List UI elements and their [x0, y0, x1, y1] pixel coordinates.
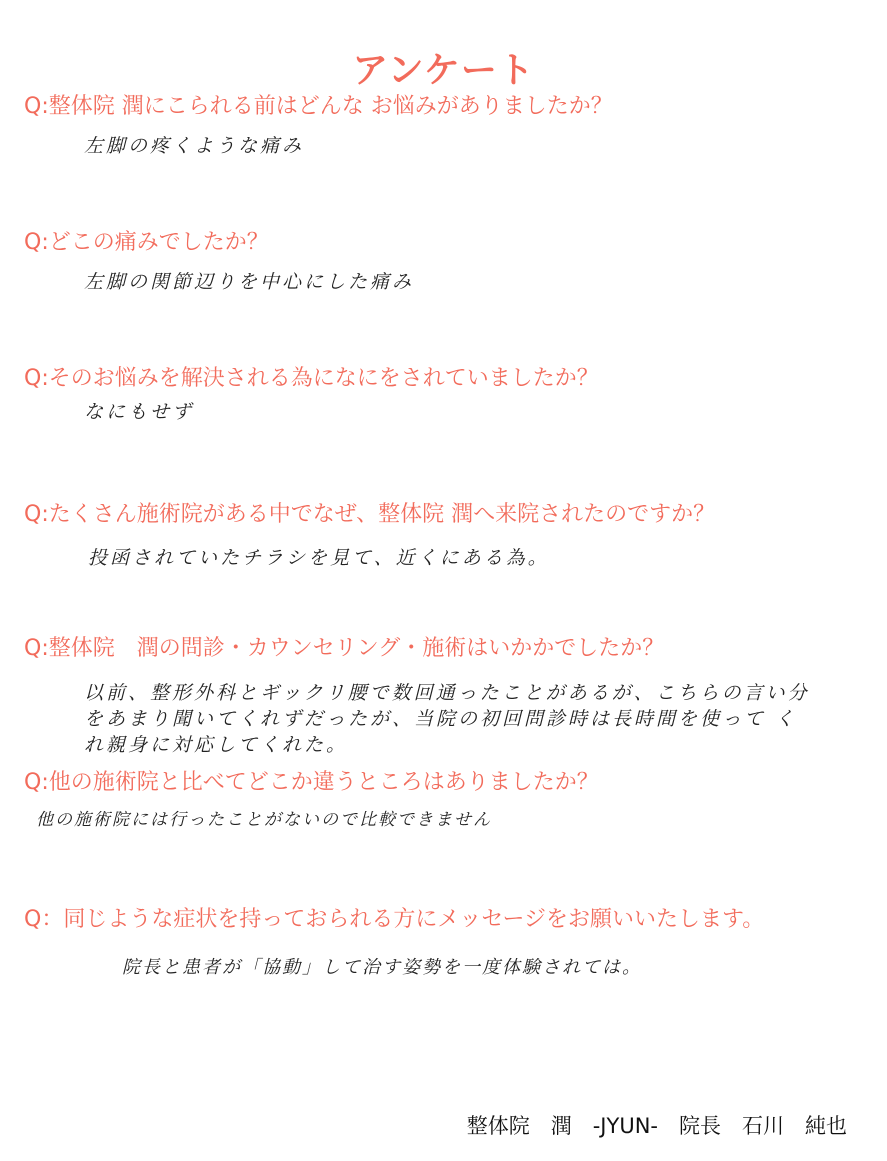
- question-1: Q:整体院 潤にこられる前はどんな お悩みがありましたか？: [24, 94, 613, 119]
- answer-1: 左脚の疼くような痛み: [84, 135, 305, 157]
- answer-2: 左脚の関節辺りを中心にした痛み: [84, 271, 415, 293]
- question-3: Q:そのお悩みを解決される為になにをされていましたか？: [24, 366, 599, 391]
- question-5: Q:整体院 潤の問診・カウンセリング・施術はいかかでしたか？: [24, 636, 665, 661]
- question-4: Q:たくさん施術院がある中でなぜ、整体院 潤へ来院されたのですか？: [24, 502, 716, 527]
- question-2: Q:どこの痛みでしたか？: [24, 230, 269, 255]
- answer-3: なにもせず: [84, 401, 195, 423]
- page-title: アンケート: [352, 50, 535, 91]
- answer-7: 院長と患者が「協動」して治す姿勢を一度体験されては。: [122, 957, 642, 978]
- question-7: Q：同じような症状を持っておられる方にメッセージをお願いいたします。: [24, 907, 765, 932]
- footer-signature: 整体院 潤 -JYUN- 院長 石川 純也: [466, 1114, 847, 1138]
- answer-5: 以前、整形外科とギックリ腰で数回通ったことがあるが、こちらの言い分をあまり聞いてくれずだったが、当院の初回問診時は長時間を使って くれ親身に対応してくれた。: [84, 682, 810, 756]
- answer-6: 他の施術院には行ったことがないので比較できません: [36, 810, 492, 830]
- answer-4: 投函されていたチラシを見て、近くにある為。: [88, 547, 550, 569]
- question-6: Q:他の施術院と比べてどこか違うところはありましたか？: [24, 770, 599, 795]
